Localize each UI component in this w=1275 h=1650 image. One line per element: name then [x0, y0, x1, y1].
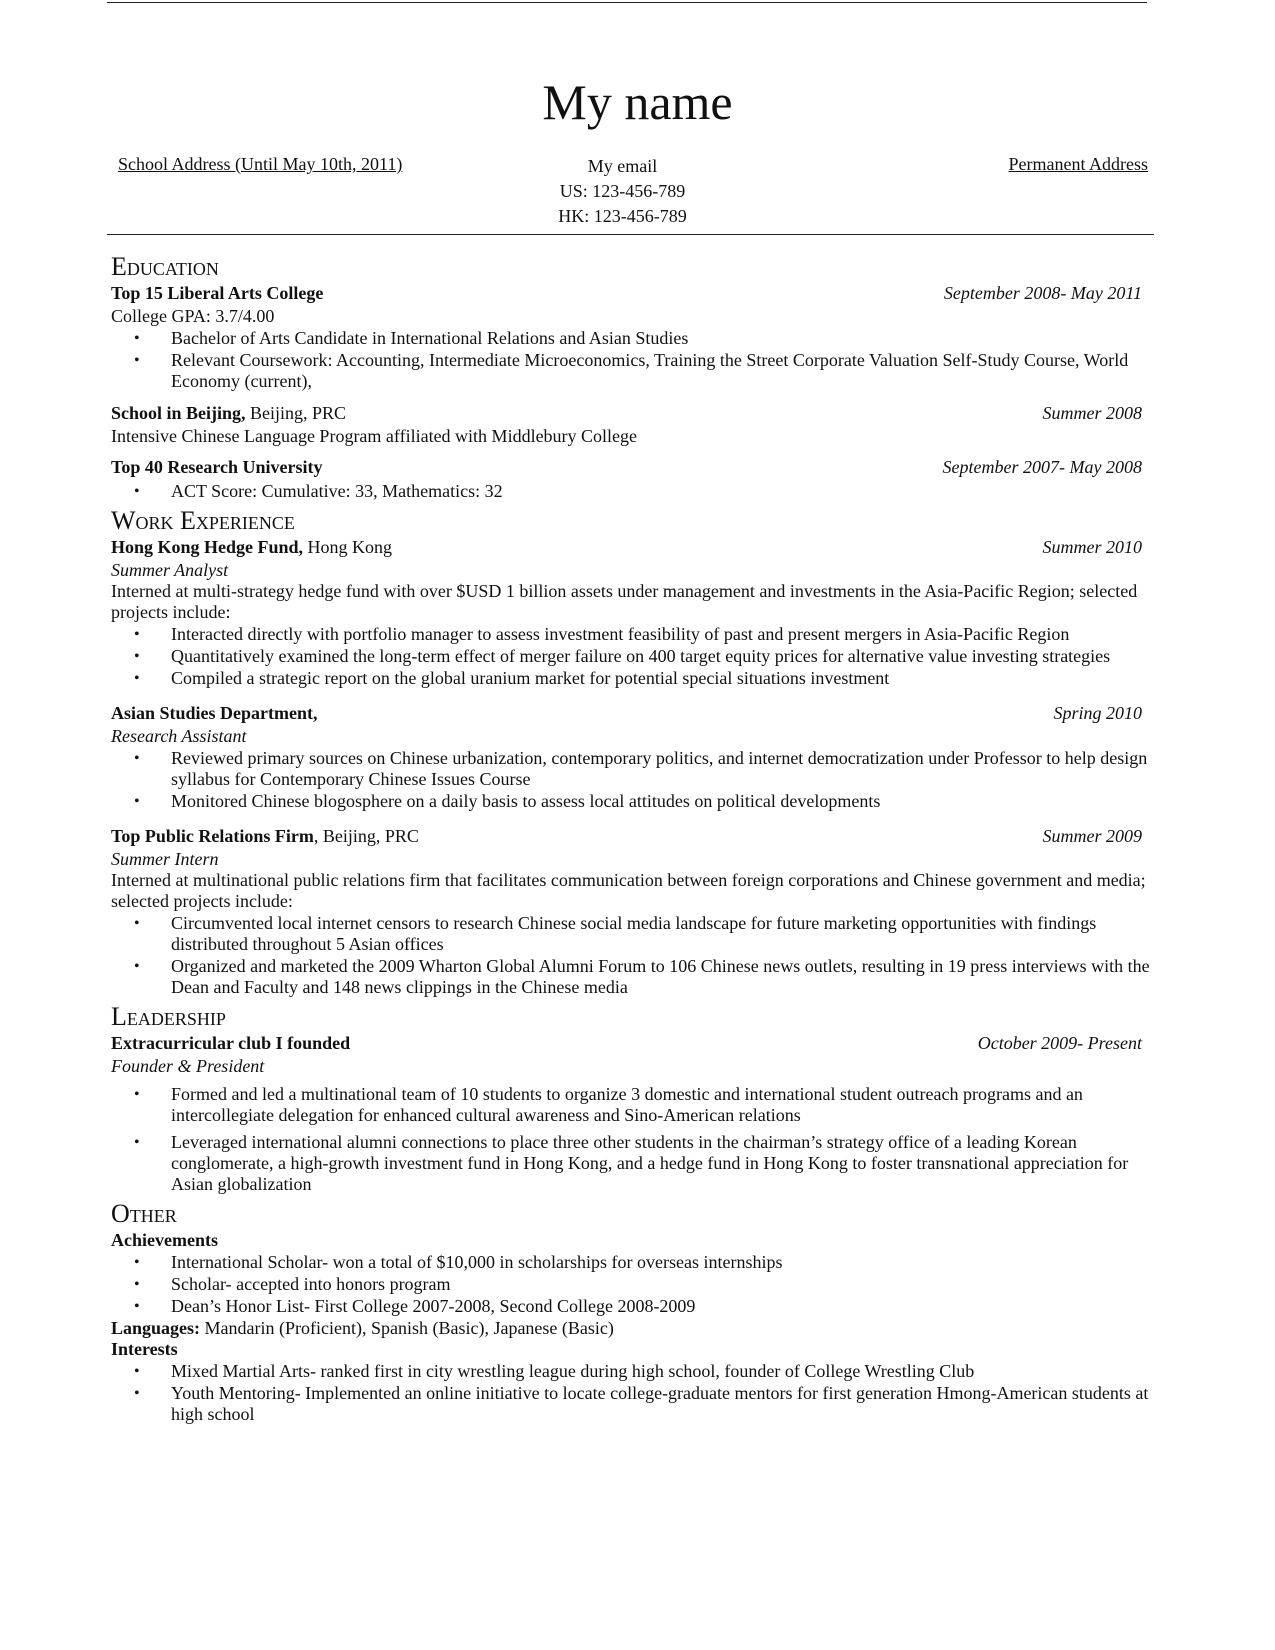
phone-hk: HK: 123-456-789: [558, 206, 687, 226]
bullet-list: [111, 1361, 1156, 1425]
list-item: • Reviewed primary sources on Chinese urbanization, contemporary politics, and internet democratization under Professor to help design syllabus for Contemporary Chinese Issues Course: [111, 748, 1156, 790]
org-name: School in Beijing,: [111, 403, 246, 423]
header-rule: [107, 234, 1154, 235]
languages-value: Mandarin (Proficient), Spanish (Basic), Japanese (Basic): [200, 1318, 614, 1338]
school-address: School Address (Until May 10th, 2011): [118, 154, 403, 174]
phone-us: US: 123-456-789: [559, 181, 686, 201]
list-item: • Compiled a strategic report on the global uranium market for potential special situations investment: [111, 668, 1156, 689]
org-name: Asian Studies Department,: [111, 703, 318, 723]
entry-header: [111, 703, 1156, 726]
list-item: • Dean’s Honor List- First College 2007-2008, Second College 2008-2009: [111, 1296, 1156, 1317]
entry-dates: Summer 2010: [1042, 537, 1142, 557]
resume-body: [111, 248, 1156, 1426]
section-title-leadership: Leadership: [111, 1002, 226, 1031]
bullet-list: [111, 328, 1156, 392]
section-title-education: Education: [111, 252, 219, 281]
org-name: Top 15 Liberal Arts College: [111, 283, 324, 303]
entry-dates: Summer 2008: [1042, 403, 1142, 423]
list-item: • Bachelor of Arts Candidate in International Relations and Asian Studies: [111, 328, 1156, 349]
permanent-address: Permanent Address: [1008, 154, 1148, 174]
list-item: • Mixed Martial Arts- ranked first in city wrestling league during high school, founder of College Wrestling Club: [111, 1361, 1156, 1382]
list-item: • Quantitatively examined the long-term effect of merger failure on 400 target equity prices for alternative value investing strategies: [111, 646, 1156, 667]
program-desc: Intensive Chinese Language Program affiliated with Middlebury College: [111, 426, 638, 446]
bullet-list: [111, 1084, 1156, 1195]
role-title: Founder & President: [111, 1056, 265, 1076]
list-item: • Leveraged international alumni connections to place three other students in the chairman’s strategy office of a leading Korean conglomerate, a high-growth investment fund in Hong Kong, and a hedge fund in Hong Kong to foster transnational appreciation for Asian globalization: [111, 1132, 1156, 1195]
list-item: • Youth Mentoring- Implemented an online initiative to locate college-graduate mentors for first generation Hmong-American students at high school: [111, 1383, 1156, 1425]
interests-label: Interests: [111, 1339, 178, 1359]
org-name: Top 40 Research University: [111, 457, 323, 477]
bullet-list: [111, 748, 1156, 812]
list-item: • Formed and led a multinational team of 10 students to organize 3 domestic and international student outreach programs and an intercollegiate delegation for enhanced cultural awareness and Sino-American relations: [111, 1084, 1156, 1126]
languages-label: Languages:: [111, 1318, 201, 1338]
languages-line: [111, 1318, 1156, 1339]
role-title: Summer Intern: [111, 849, 219, 869]
page-title: My name: [542, 74, 733, 130]
list-item: • Relevant Coursework: Accounting, Intermediate Microeconomics, Training the Street Corporate Valuation Self-Study Course, World Economy (current),: [111, 350, 1156, 392]
org-name: Hong Kong Hedge Fund,: [111, 537, 304, 557]
entry-header: [111, 283, 1156, 306]
org-location: , Beijing, PRC: [313, 826, 419, 846]
entry-header: [111, 403, 1156, 426]
section-title-other: Other: [111, 1199, 177, 1228]
bullet-list: [111, 913, 1156, 998]
entry-header: [111, 1033, 1156, 1056]
org-location: Beijing, PRC: [245, 403, 347, 423]
org-name: Top Public Relations Firm: [111, 826, 314, 846]
bullet-list: [111, 481, 1156, 502]
entry-dates: September 2008- May 2011: [943, 283, 1142, 303]
email: My email: [587, 156, 658, 176]
org-location: Hong Kong: [303, 537, 393, 557]
list-item: • Monitored Chinese blogosphere on a daily basis to assess local attitudes on political developments: [111, 791, 1156, 812]
entry-dates: Spring 2010: [1053, 703, 1142, 723]
list-item: • Organized and marketed the 2009 Wharton Global Alumni Forum to 106 Chinese news outlets, resulting in 19 press interviews with the Dean and Faculty and 148 news clippings in the Chinese media: [111, 956, 1156, 998]
list-item: • Interacted directly with portfolio manager to assess investment feasibility of past and present mergers in Asia-Pacific Region: [111, 624, 1156, 645]
org-name: Extracurricular club I founded: [111, 1033, 351, 1053]
entry-header: [111, 826, 1156, 849]
entry-header: [111, 537, 1156, 560]
entry-header: [111, 457, 1156, 480]
list-item: • Scholar- accepted into honors program: [111, 1274, 1156, 1295]
entry-description: Interned at multi-strategy hedge fund with over $USD 1 billion assets under management and investments in the Asia-Pacific Region; selected projects include:: [111, 581, 1138, 622]
bullet-list: [111, 624, 1156, 689]
bullet-list: [111, 1252, 1156, 1317]
entry-dates: Summer 2009: [1042, 826, 1142, 846]
list-item: • Circumvented local internet censors to research Chinese social media landscape for future marketing opportunities with findings distributed throughout 5 Asian offices: [111, 913, 1156, 955]
achievements-label: Achievements: [111, 1230, 218, 1250]
role-title: Research Assistant: [111, 726, 247, 746]
top-rule: [107, 2, 1147, 3]
list-item: • International Scholar- won a total of $10,000 in scholarships for overseas internships: [111, 1252, 1156, 1273]
section-title-work: Work Experience: [111, 506, 295, 535]
entry-description: Interned at multinational public relations firm that facilitates communication between foreign corporations and Chinese government and media; selected projects include:: [111, 870, 1146, 911]
list-item: • ACT Score: Cumulative: 33, Mathematics: 32: [111, 481, 1156, 502]
gpa: College GPA: 3.7/4.00: [111, 306, 275, 326]
role-title: Summer Analyst: [111, 560, 229, 580]
entry-dates: October 2009- Present: [977, 1033, 1142, 1053]
contact-info: [520, 154, 725, 229]
entry-dates: September 2007- May 2008: [942, 457, 1142, 477]
